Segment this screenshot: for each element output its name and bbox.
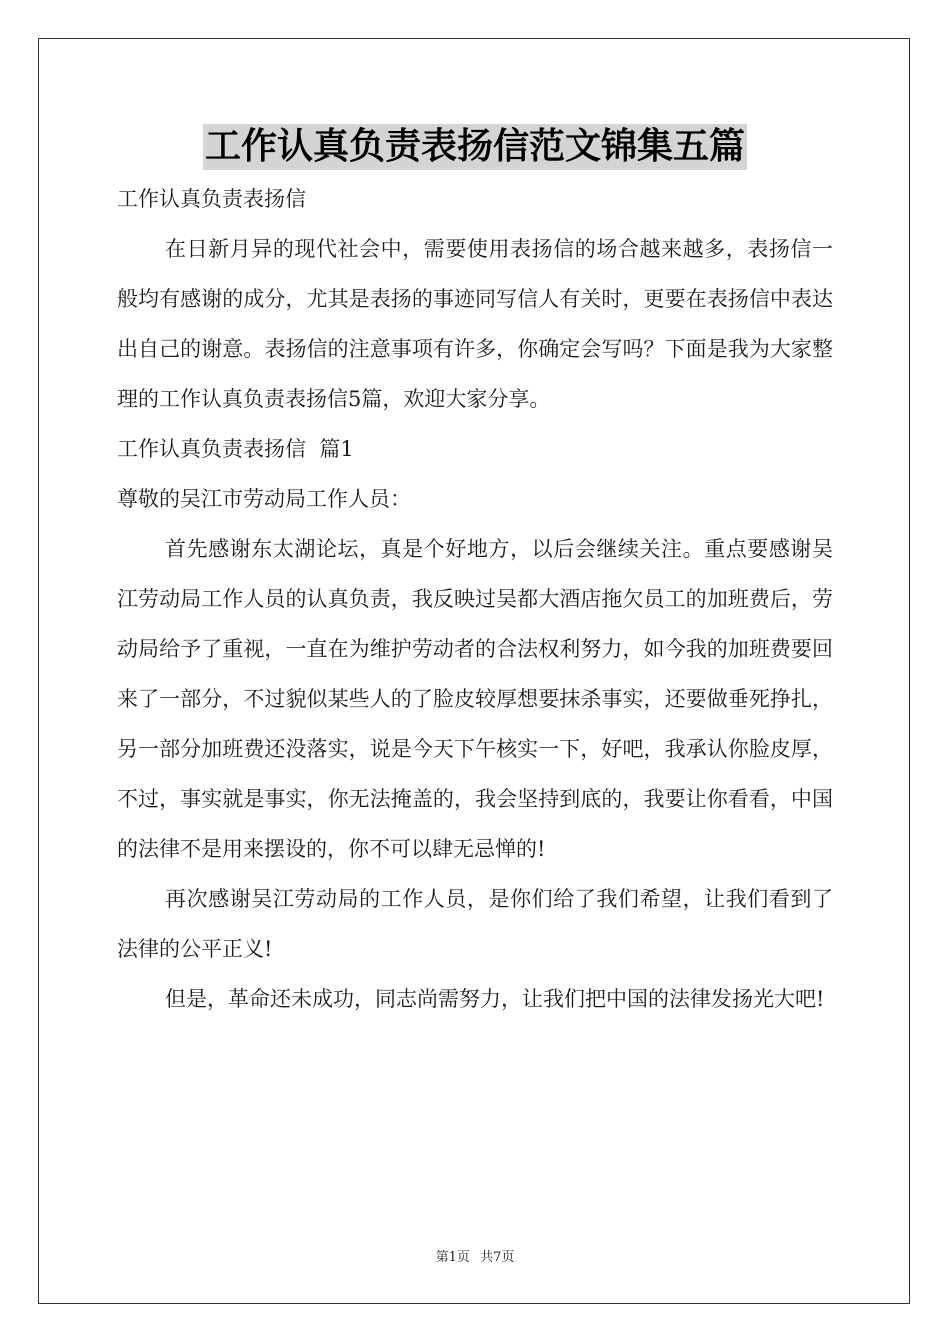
page-total: 共7页 [480, 1250, 515, 1265]
section-heading: 工作认真负责表扬信 篇1 [117, 437, 354, 461]
body-paragraph: 但是，革命还未成功，同志尚需努力，让我们把中国的法律发扬光大吧! [165, 987, 825, 1011]
body-paragraph: 再次感谢吴江劳动局的工作人员，是你们给了我们希望，让我们看到了法律的公平正义! [117, 887, 833, 961]
page-number: 第1页 [435, 1250, 470, 1265]
title-container [0, 124, 950, 170]
salutation: 尊敬的吴江市劳动局工作人员： [117, 487, 411, 511]
body-paragraph: 首先感谢东太湖论坛，真是个好地方，以后会继续关注。重点要感谢吴江劳动局工作人员的认真负责，我反映过吴都大酒店拖欠员工的加班费后，劳动局给予了重视，一直在为维护劳动者的合法权利努力，如今我的加班费要回来了一部分，不过貌似某些人的了脸皮较厚想要抹杀事实，还要做垂死挣扎，另一部分加班费还没落实，说是今天下午核实一下，好吧，我承认你脸皮厚，不过，事实就是事实，你无法掩盖的，我会坚持到底的，我要让你看看，中国的法律不是用来摆设的，你不可以肆无忌惮的! [117, 537, 833, 861]
page-footer [0, 1246, 950, 1265]
intro-paragraph: 在日新月异的现代社会中，需要使用表扬信的场合越来越多，表扬信一般均有感谢的成分，尤其是表扬的事迹同写信人有关时，更要在表扬信中表达出自己的谢意。表扬信的注意事项有许多，你确定会写吗？下面是我为大家整理的工作认真负责表扬信5篇，欢迎大家分享。 [117, 237, 833, 411]
subtitle: 工作认真负责表扬信 [117, 187, 306, 211]
document-body [117, 174, 833, 1024]
document-title: 工作认真负责表扬信范文锦集五篇 [203, 124, 747, 170]
